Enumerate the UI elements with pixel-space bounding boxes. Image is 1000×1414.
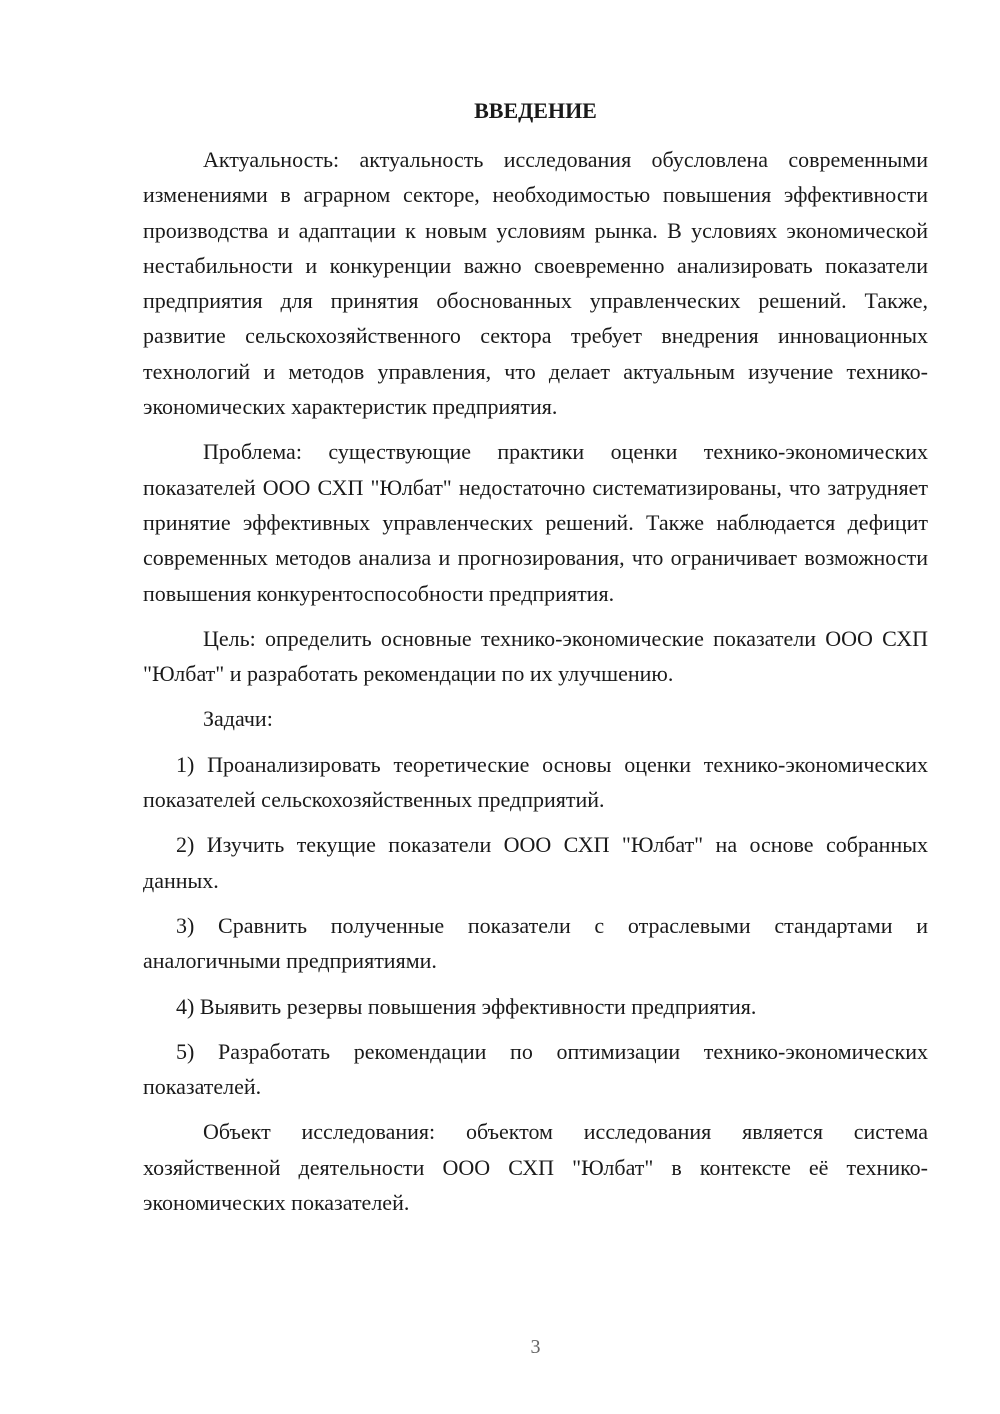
document-page (143, 0, 928, 1414)
task-item-4: 4) Выявить резервы повышения эффективности предприятия. (176, 993, 757, 1019)
paragraph-tasks-heading: Задачи: (203, 706, 273, 732)
page-number: 3 (530, 1336, 541, 1358)
task-item-2: 2) Изучить текущие показатели ООО СХП "Юлбат" на основе собранных данных. (143, 832, 928, 893)
paragraph-relevance: Актуальность: актуальность исследования обусловлена современными изменениями в аграрном секторе, необходимостью повышения эффективности производства и адаптации к новым условиям рынка. В условиях экономической нестабильности и конкуренции важно своевременно анализировать показатели предприятия для принятия обоснованных управленческих решений. Также, развитие сельскохозяйственного сектора требует внедрения инновационных технологий и методов управления, что делает актуальным изучение технико-экономических характеристик предприятия. (143, 147, 928, 420)
paragraph-problem: Проблема: существующие практики оценки технико-экономических показателей ООО СХП "Юлбат" недостаточно систематизированы, что затрудняет принятие эффективных управленческих решений. Также наблюдается дефицит современных методов анализа и прогнозирования, что ограничивает возможности повышения конкурентоспособности предприятия. (143, 439, 928, 606)
paragraph-object: Объект исследования: объектом исследования является система хозяйственной деятельности ООО СХП "Юлбат" в контексте её технико-экономических показателей. (143, 1119, 928, 1216)
task-item-5: 5) Разработать рекомендации по оптимизации технико-экономических показателей. (143, 1038, 928, 1100)
document-body (143, 142, 928, 1230)
task-item-3: 3) Сравнить полученные показатели с отраслевыми стандартами и аналогичными предприятиями. (143, 912, 928, 974)
paragraph-goal: Цель: определить основные технико-экономические показатели ООО СХП "Юлбат" и разработать рекомендации по их улучшению. (143, 625, 928, 687)
task-item-1: 1) Проанализировать теоретические основы оценки технико-экономических показателей сельскохозяйственных предприятий. (143, 751, 928, 813)
page-title: ВВЕДЕНИЕ (474, 98, 597, 123)
